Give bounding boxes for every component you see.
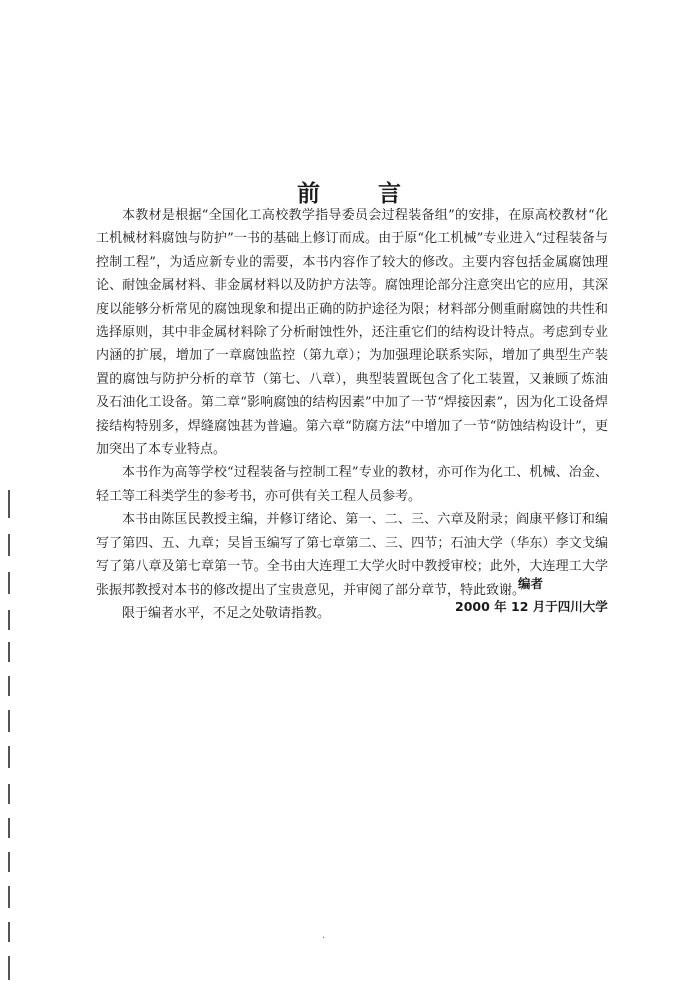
paragraph-4: 限于编者水平，不足之处敬请指教。 (122, 605, 331, 621)
scan-margin-mark (8, 784, 10, 804)
scan-margin-mark (8, 818, 10, 838)
scan-margin-mark (8, 642, 10, 662)
title-part-2: 言 (378, 181, 403, 208)
scan-margin-mark (8, 610, 10, 630)
signature-date: 2000 年 12 月于四川大学 (455, 599, 608, 614)
scan-margin-mark (8, 490, 10, 518)
signature-author: 编者 (518, 576, 544, 591)
scan-margin-mark (8, 676, 10, 696)
paragraph-1: 本教材是根据“全国化工高校教学指导委员会过程装备组”的安排，在原高校教材“化工机械材料腐蚀与防护”一书的基础上修订而成。由于原“化工机械”专业进入“过程装备与控制工程”，为适应新专业的需要，本书内容作了较大的修改。主要内容包括金属腐蚀理论、耐蚀金属材料、非金属材料以及防护方法等。腐蚀理论部分注意突出它的应用，其深度以能够分析常见的腐蚀现象和提出正确的防护途径为限；材料部分侧重耐腐蚀的共性和选择原则，其中非金属材料除了分析耐蚀性外，还注重它们的结构设计特点。考虑到专业内涵的扩展，增加了一章腐蚀监控（第九章）；为加强理论联系实际，增加了典型生产装置的腐蚀与防护分析的章节（第七、八章），典型装置既包含了化工装置，又兼顾了炼油及石油化工设备。第二章“影响腐蚀的结构因素”中加了一节“焊接因素”，因为化工设备焊接结构特别多，焊缝腐蚀甚为普遍。第六章“防腐方法”中增加了一节“防蚀结构设计”，更加突出了本专业特点。 (96, 208, 608, 458)
scan-margin-mark (8, 534, 10, 556)
scan-margin-mark (8, 710, 10, 732)
scan-margin-mark (8, 852, 10, 872)
title-part-1: 前 (297, 181, 322, 208)
paragraph-3: 本书由陈匡民教授主编，并修订绪论、第一、二、三、六章及附录；阎康平修订和编写了第四、五、九章；吴旨玉编写了第七章第二、三、四节；石油大学（华东）李文戈编写了第八章及第七章第一节。全书由大连理工大学火时中教授审校；此外，大连理工大学张振邦教授对本书的修改提出了宝贵意见，并审阅了部分章节，特此致谢。 (96, 512, 608, 598)
paragraph-2: 本书作为高等学校“过程装备与控制工程”专业的教材，亦可作为化工、机械、冶金、轻工等工科类学生的参考书，亦可供有关工程人员参考。 (96, 465, 608, 504)
scan-margin-mark (8, 956, 10, 980)
scan-margin-mark (8, 886, 10, 908)
scan-margin-mark (8, 572, 10, 594)
scan-margin-mark (8, 746, 10, 768)
scan-speck: . (322, 930, 326, 941)
preface-body (96, 204, 608, 625)
scan-margin-mark (8, 922, 10, 942)
